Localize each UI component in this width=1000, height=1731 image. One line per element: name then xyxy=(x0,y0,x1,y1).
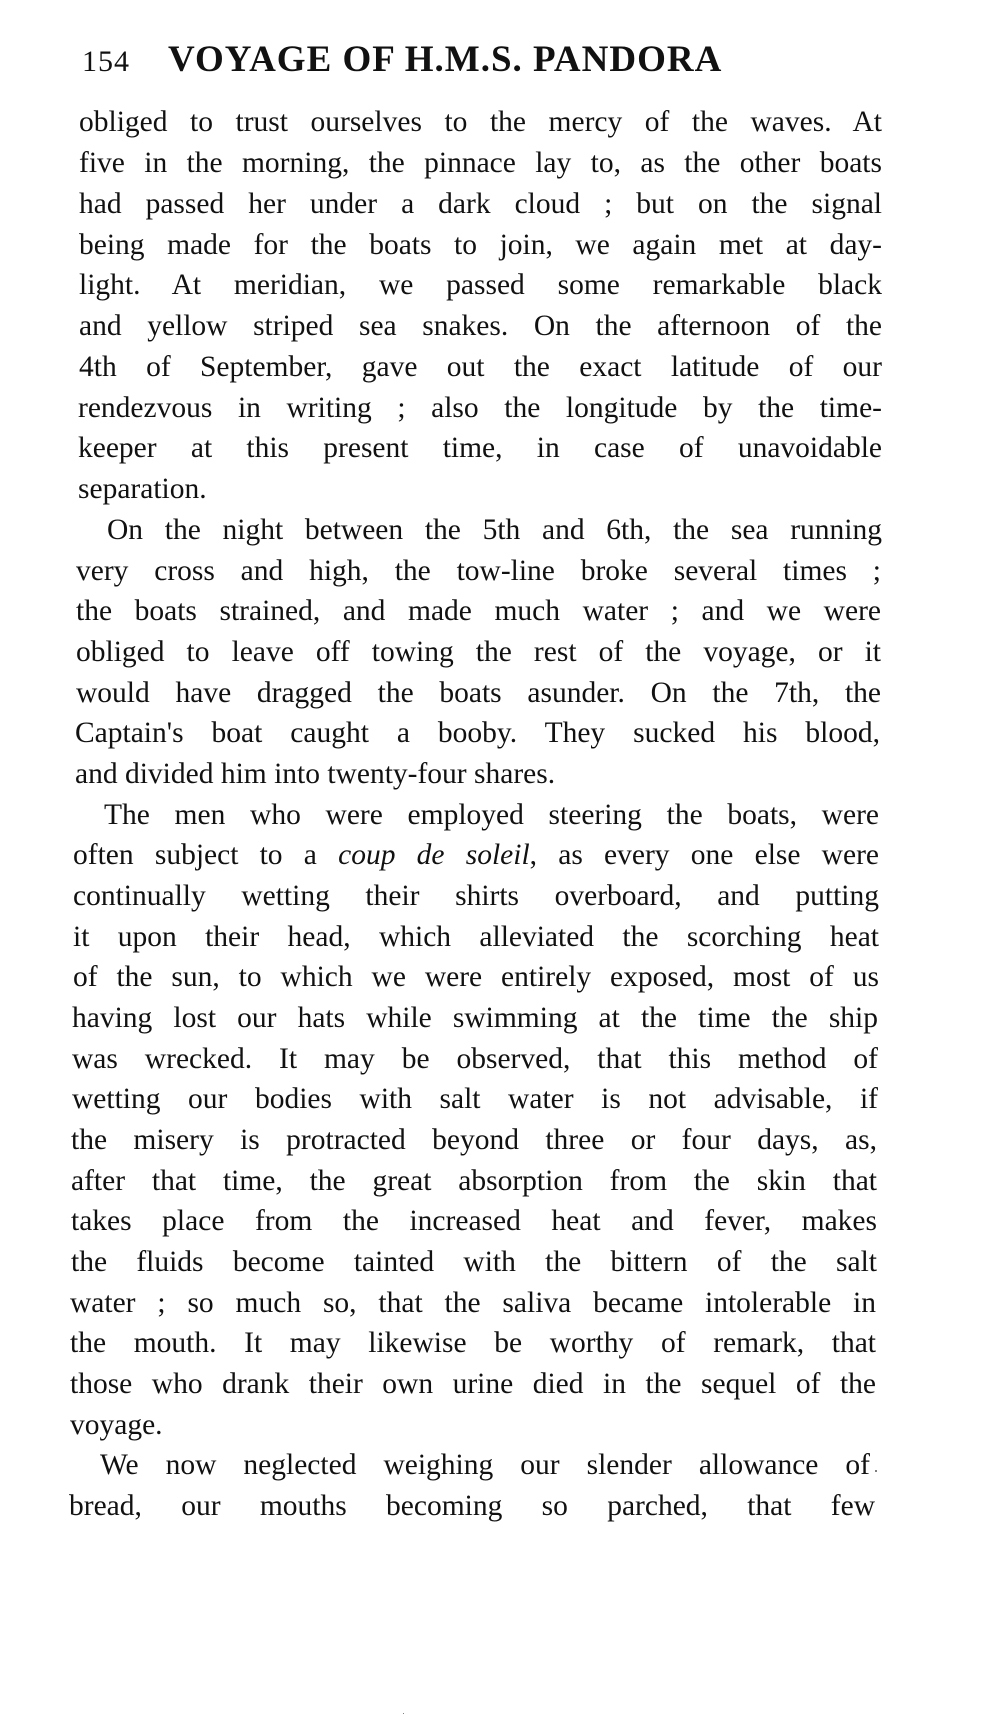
text-line: the mouth. It may likewise be worthy of remark, that xyxy=(70,1327,876,1359)
running-title: VOYAGE OF H.M.S. PANDORA xyxy=(168,39,723,80)
text-line: was wrecked. It may be observed, that this method of xyxy=(72,1043,878,1075)
text-line: obliged to leave off towing the rest of the voyage, or it xyxy=(76,636,881,668)
running-head xyxy=(82,38,982,86)
text-line: would have dragged the boats asunder. On the 7th, the xyxy=(76,677,881,709)
text-line: being made for the boats to join, we again met at day- xyxy=(79,229,882,261)
text-line: and divided him into twenty-four shares. xyxy=(75,758,556,790)
text-line: keeper at this present time, in case of unavoidable xyxy=(78,432,882,464)
text-line: We now neglected weighing our slender allowance of xyxy=(100,1449,870,1481)
scan-speck xyxy=(875,1470,877,1472)
text-line: The men who were employed steering the boats, were xyxy=(104,799,879,831)
text-line: it upon their head, which alleviated the scorching heat xyxy=(73,921,879,953)
text-line: five in the morning, the pinnace lay to, as the other boats xyxy=(79,147,882,179)
text-line: of the sun, to which we were entirely exposed, most of us xyxy=(73,961,879,993)
text-line: voyage. xyxy=(70,1409,163,1441)
text-line: continually wetting their shirts overboard, and putting xyxy=(73,880,879,912)
text-line-with-italic xyxy=(73,833,879,877)
text-line: obliged to trust ourselves to the mercy of the waves. At xyxy=(79,106,882,138)
text-line: having lost our hats while swimming at the time the ship xyxy=(72,1002,878,1034)
text-fragment: , as every one else were xyxy=(529,839,879,871)
text-line: water ; so much so, that the saliva became intolerable in xyxy=(70,1287,876,1319)
text-line: had passed her under a dark cloud ; but on the signal xyxy=(79,188,882,220)
text-line: 4th of September, gave out the exact latitude of our xyxy=(79,351,882,383)
text-line: rendezvous in writing ; also the longitude by the time- xyxy=(78,392,882,424)
text-line: bread, our mouths becoming so parched, that few xyxy=(69,1490,875,1522)
italic-phrase: coup de soleil xyxy=(338,839,530,871)
text-line: On the night between the 5th and 6th, the sea running xyxy=(107,514,882,546)
text-fragment: often subject to a xyxy=(73,839,339,871)
text-line: those who drank their own urine died in the sequel of the xyxy=(70,1368,876,1400)
text-line: and yellow striped sea snakes. On the afternoon of the xyxy=(79,310,882,342)
text-line: very cross and high, the tow-line broke several times ; xyxy=(76,555,881,587)
text-line: after that time, the great absorption from the skin that xyxy=(71,1165,877,1197)
page-number: 154 xyxy=(82,45,130,78)
text-line: wetting our bodies with salt water is not advisable, if xyxy=(72,1083,878,1115)
text-line: Captain's boat caught a booby. They sucked his blood, xyxy=(75,717,880,749)
text-line: the fluids become tainted with the bittern of the salt xyxy=(71,1246,877,1278)
text-line: separation. xyxy=(78,473,207,505)
text-line: the misery is protracted beyond three or four days, as, xyxy=(71,1124,877,1156)
text-line: light. At meridian, we passed some remarkable black xyxy=(79,269,882,301)
text-line: takes place from the increased heat and fever, makes xyxy=(71,1205,877,1237)
text-line: the boats strained, and made much water ; and we were xyxy=(76,595,881,627)
scan-speck xyxy=(403,1713,404,1714)
